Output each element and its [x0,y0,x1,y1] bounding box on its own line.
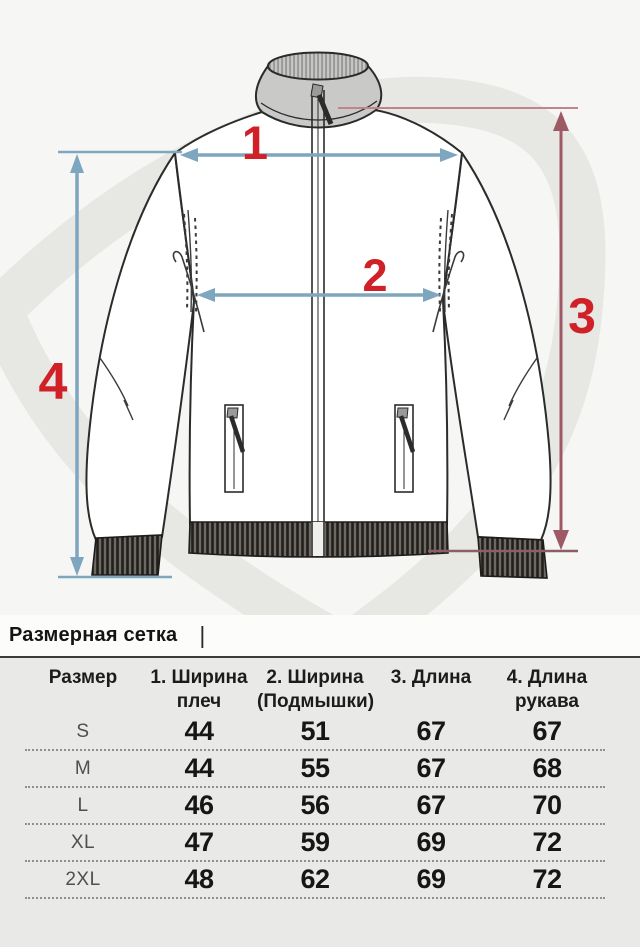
right-cuff [478,537,547,578]
col-header-shoulder-width: 1. Ширина плеч [150,667,248,712]
section-title: Размерная сетка [9,624,178,646]
table-row-2xl [25,862,605,899]
size-label: S [76,720,90,742]
measure-label-2: 2 [362,250,388,301]
size-label: L [77,794,89,816]
table-row-s [25,714,605,751]
value-length: 69 [416,864,446,894]
size-label: 2XL [65,868,101,890]
value-sleeve: 72 [532,827,562,857]
zipper-waistband-gap [311,522,325,556]
col-header-size: Размер [48,667,118,688]
size-label: M [74,757,92,779]
value-sleeve: 68 [532,753,562,783]
value-chest: 59 [300,827,330,857]
right-sleeve [443,153,551,540]
section-title-bar [0,615,640,658]
left-cuff [92,535,162,575]
value-length: 69 [416,827,446,857]
value-shoulder: 44 [184,716,214,746]
value-length: 67 [416,716,446,746]
value-length: 67 [416,790,446,820]
table-row-l [25,788,605,825]
measure-4-arrow-top [70,154,84,173]
value-chest: 55 [300,753,330,783]
measure-label-4: 4 [38,353,68,411]
measure-label-1: 1 [241,116,269,169]
measure-label-3: 3 [568,288,596,344]
table-row-m [25,751,605,788]
value-shoulder: 46 [184,790,214,820]
value-shoulder: 48 [184,864,214,894]
col-header-sleeve-length: 4. Длина рукава [506,667,588,712]
size-table [0,658,640,947]
measure-3-arrow-bottom [553,530,569,550]
value-chest: 62 [300,864,330,894]
size-label: XL [70,831,96,853]
col-header-chest-width: 2. Ширина (Подмышки) [257,667,375,712]
value-sleeve: 70 [532,790,562,820]
value-shoulder: 44 [184,753,214,783]
title-separator-bar: | [199,622,206,648]
value-length: 67 [416,753,446,783]
col-header-length: 3. Длина [390,667,472,688]
table-row-xl [25,825,605,862]
collar-rib-top [268,53,368,80]
value-shoulder: 47 [184,827,214,857]
value-sleeve: 72 [532,864,562,894]
value-chest: 51 [300,716,330,746]
size-table-header [25,666,605,714]
value-sleeve: 67 [532,716,562,746]
value-chest: 56 [300,790,330,820]
measure-4-arrow-bottom [70,557,84,576]
